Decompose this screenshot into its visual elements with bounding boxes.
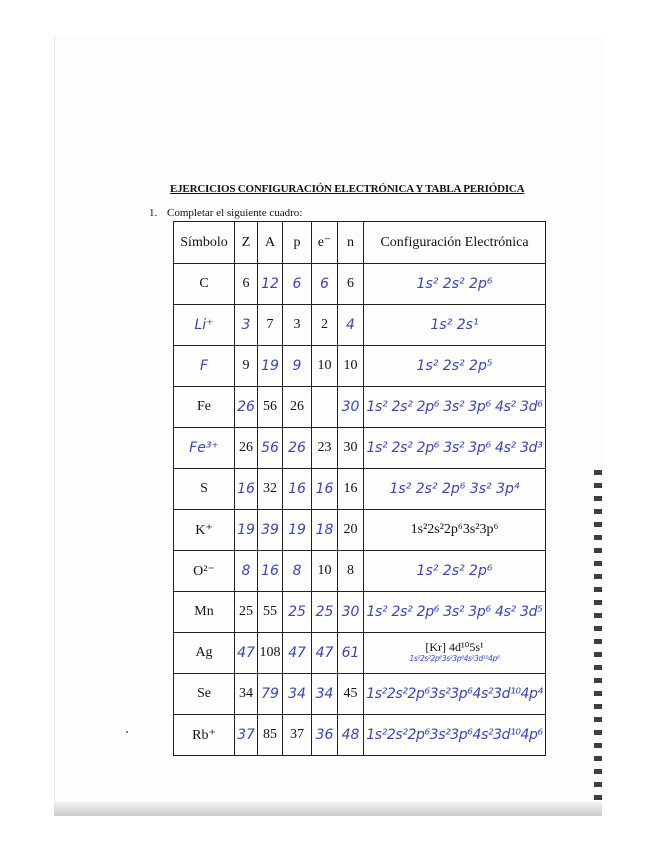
- cell-e: 6: [312, 264, 338, 305]
- cell-simbolo: Fe³⁺: [174, 428, 235, 469]
- cell-e: 18: [312, 510, 338, 551]
- cell-n: 10: [338, 346, 364, 387]
- cell-e: 25: [312, 592, 338, 633]
- cell-z: 25: [235, 592, 258, 633]
- cell-z: 37: [235, 715, 258, 756]
- cell-p: 9: [283, 346, 312, 387]
- cell-simbolo: K⁺: [174, 510, 235, 551]
- cell-n: 30: [338, 428, 364, 469]
- cell-config: 1s² 2s² 2p⁶: [364, 551, 546, 592]
- config-handwritten-line: 1s²2s²2p⁶3s²3p⁶4s²3d¹⁰4p⁶: [409, 654, 500, 663]
- cell-z: 3: [235, 305, 258, 346]
- header-e: e⁻: [312, 222, 338, 264]
- table-row: [174, 264, 546, 305]
- cell-simbolo: F: [174, 346, 235, 387]
- cell-n: 30: [338, 592, 364, 633]
- cell-config: [364, 633, 546, 674]
- table-header-row: [174, 222, 546, 264]
- cell-n: 4: [338, 305, 364, 346]
- table-row: [174, 387, 546, 428]
- cell-n: 8: [338, 551, 364, 592]
- cell-e: [312, 387, 338, 428]
- cell-simbolo: Se: [174, 674, 235, 715]
- table-row: [174, 633, 546, 674]
- spiral-binding-holes: [594, 470, 602, 800]
- cell-simbolo: Rb⁺: [174, 715, 235, 756]
- cell-z: 34: [235, 674, 258, 715]
- cell-z: 26: [235, 387, 258, 428]
- cell-simbolo: Fe: [174, 387, 235, 428]
- cell-simbolo: O²⁻: [174, 551, 235, 592]
- cell-z: 26: [235, 428, 258, 469]
- instruction: [149, 207, 302, 219]
- cell-a: 39: [258, 510, 283, 551]
- cell-a: 108: [258, 633, 283, 674]
- cell-config: 1s²2s²2p⁶3s²3p⁶4s²3d¹⁰4p⁶: [364, 715, 546, 756]
- electron-config-table: [173, 221, 546, 756]
- cell-a: 19: [258, 346, 283, 387]
- cell-z: 19: [235, 510, 258, 551]
- cell-z: 6: [235, 264, 258, 305]
- cell-a: 55: [258, 592, 283, 633]
- cell-config: 1s²2s²2p⁶3s²3p⁶4s²3d¹⁰4p⁴: [364, 674, 546, 715]
- cell-a: 56: [258, 428, 283, 469]
- cell-config: 1s² 2s¹: [364, 305, 546, 346]
- cell-n: 61: [338, 633, 364, 674]
- cell-a: 79: [258, 674, 283, 715]
- header-simbolo: Símbolo: [174, 222, 235, 264]
- cell-simbolo: Ag: [174, 633, 235, 674]
- cell-n: 16: [338, 469, 364, 510]
- scan-speck: [126, 731, 128, 733]
- cell-e: 23: [312, 428, 338, 469]
- cell-n: 6: [338, 264, 364, 305]
- document-title: EJERCICIOS CONFIGURACIÓN ELECTRÓNICA Y TABLA PERIÓDICA: [170, 183, 525, 195]
- cell-e: 36: [312, 715, 338, 756]
- cell-e: 2: [312, 305, 338, 346]
- header-p: p: [283, 222, 312, 264]
- cell-simbolo: Li⁺: [174, 305, 235, 346]
- cell-p: 19: [283, 510, 312, 551]
- cell-n: 48: [338, 715, 364, 756]
- cell-p: 37: [283, 715, 312, 756]
- cell-a: 12: [258, 264, 283, 305]
- cell-config: 1s² 2s² 2p⁵: [364, 346, 546, 387]
- config-printed-line: [Kr] 4d¹⁰5s¹: [425, 640, 484, 654]
- cell-z: 47: [235, 633, 258, 674]
- cell-a: 7: [258, 305, 283, 346]
- table-row: [174, 305, 546, 346]
- cell-p: 3: [283, 305, 312, 346]
- cell-simbolo: S: [174, 469, 235, 510]
- cell-p: 34: [283, 674, 312, 715]
- cell-p: 8: [283, 551, 312, 592]
- table-row: [174, 592, 546, 633]
- cell-config: 1s² 2s² 2p⁶ 3s² 3p⁶ 4s² 3d⁶: [364, 387, 546, 428]
- cell-n: 30: [338, 387, 364, 428]
- cell-e: 34: [312, 674, 338, 715]
- cell-config: 1s² 2s² 2p⁶ 3s² 3p⁴: [364, 469, 546, 510]
- cell-p: 16: [283, 469, 312, 510]
- instruction-number: 1.: [149, 207, 158, 219]
- cell-config: 1s² 2s² 2p⁶ 3s² 3p⁶ 4s² 3d⁵: [364, 592, 546, 633]
- cell-z: 9: [235, 346, 258, 387]
- cell-a: 32: [258, 469, 283, 510]
- cell-n: 45: [338, 674, 364, 715]
- cell-z: 16: [235, 469, 258, 510]
- table-row: [174, 346, 546, 387]
- cell-e: 10: [312, 346, 338, 387]
- cell-e: 10: [312, 551, 338, 592]
- cell-n: 20: [338, 510, 364, 551]
- header-z: Z: [235, 222, 258, 264]
- cell-p: 26: [283, 387, 312, 428]
- table-row: [174, 551, 546, 592]
- cell-e: 16: [312, 469, 338, 510]
- table-row: [174, 428, 546, 469]
- cell-config: 1s² 2s² 2p⁶ 3s² 3p⁶ 4s² 3d³: [364, 428, 546, 469]
- cell-p: 47: [283, 633, 312, 674]
- cell-config: 1s² 2s² 2p⁶: [364, 264, 546, 305]
- scan-bottom-edge: [54, 802, 602, 816]
- header-a: A: [258, 222, 283, 264]
- table-row: [174, 715, 546, 756]
- table-row: [174, 469, 546, 510]
- header-configuracion: Configuración Electrónica: [364, 222, 546, 264]
- cell-p: 6: [283, 264, 312, 305]
- table-row: [174, 510, 546, 551]
- cell-simbolo: C: [174, 264, 235, 305]
- cell-a: 16: [258, 551, 283, 592]
- cell-z: 8: [235, 551, 258, 592]
- cell-simbolo: Mn: [174, 592, 235, 633]
- cell-a: 56: [258, 387, 283, 428]
- header-n: n: [338, 222, 364, 264]
- cell-e: 47: [312, 633, 338, 674]
- instruction-text: Completar el siguiente cuadro:: [167, 207, 303, 219]
- cell-p: 26: [283, 428, 312, 469]
- cell-config: 1s²2s²2p⁶3s²3p⁶: [364, 510, 546, 551]
- cell-p: 25: [283, 592, 312, 633]
- cell-a: 85: [258, 715, 283, 756]
- table-row: [174, 674, 546, 715]
